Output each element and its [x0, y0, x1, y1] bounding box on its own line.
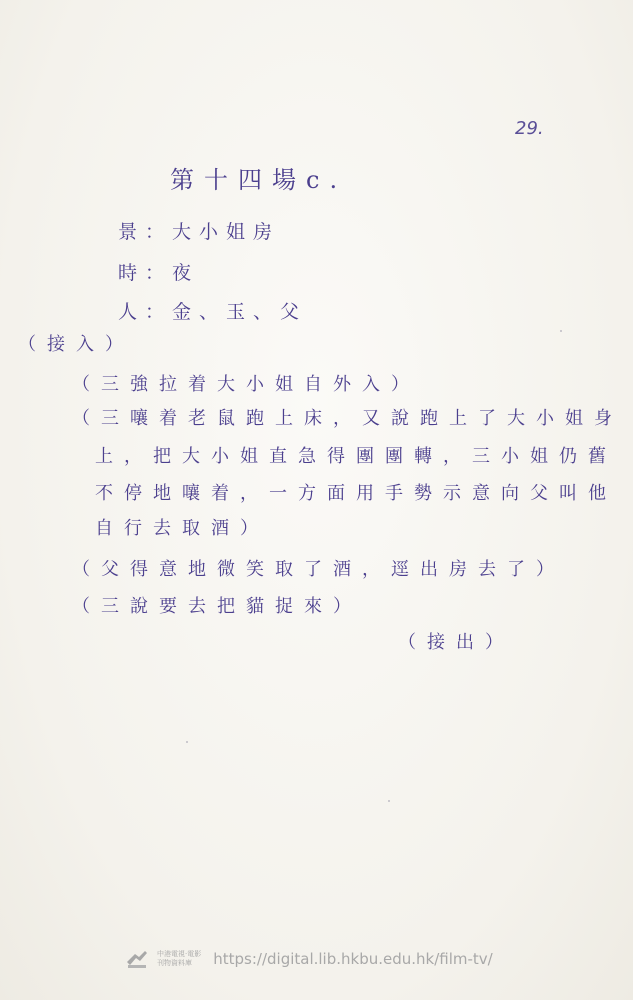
stage-direction-2-line-3: 不停地嚷着，一方面用手勢示意向父叫他: [95, 483, 617, 504]
logo-text-line-1: 中港電視·電影: [157, 950, 202, 958]
library-logo-icon: [125, 948, 149, 970]
stage-direction-4: （三說要去把貓捉來）: [72, 596, 362, 617]
scene-setting: 景：大小姐房: [118, 221, 281, 243]
archive-url[interactable]: https://digital.lib.hkbu.edu.hk/film-tv/: [213, 950, 493, 968]
watermark-footer: [125, 948, 493, 970]
stage-direction-2-line-1: （三嚷着老鼠跑上床，又說跑上了大小姐身: [72, 408, 623, 429]
logo-text-line-2: 刊物資料庫: [157, 959, 192, 967]
page-number: 29.: [515, 118, 544, 139]
stage-direction-2-line-2: 上，把大小姐直急得團團轉，三小姐仍舊: [95, 446, 617, 467]
stage-direction-3: （父得意地微笑取了酒，逕出房去了）: [72, 559, 565, 580]
scene-title: 第十四場c.: [170, 166, 348, 194]
scene-time: 時：夜: [118, 262, 200, 284]
stage-direction-1: （三強拉着大小姐自外入）: [72, 374, 420, 395]
paper-speck: [388, 800, 390, 802]
stage-direction-enter: （接入）: [18, 334, 134, 355]
paper-speck: [186, 741, 188, 743]
stage-direction-2-line-4: 自行去取酒）: [95, 518, 269, 539]
stage-direction-exit: （接出）: [398, 632, 514, 653]
scene-characters: 人：金、玉、父: [118, 301, 308, 323]
paper-speck: [560, 330, 562, 332]
library-logo-text: [157, 950, 201, 968]
